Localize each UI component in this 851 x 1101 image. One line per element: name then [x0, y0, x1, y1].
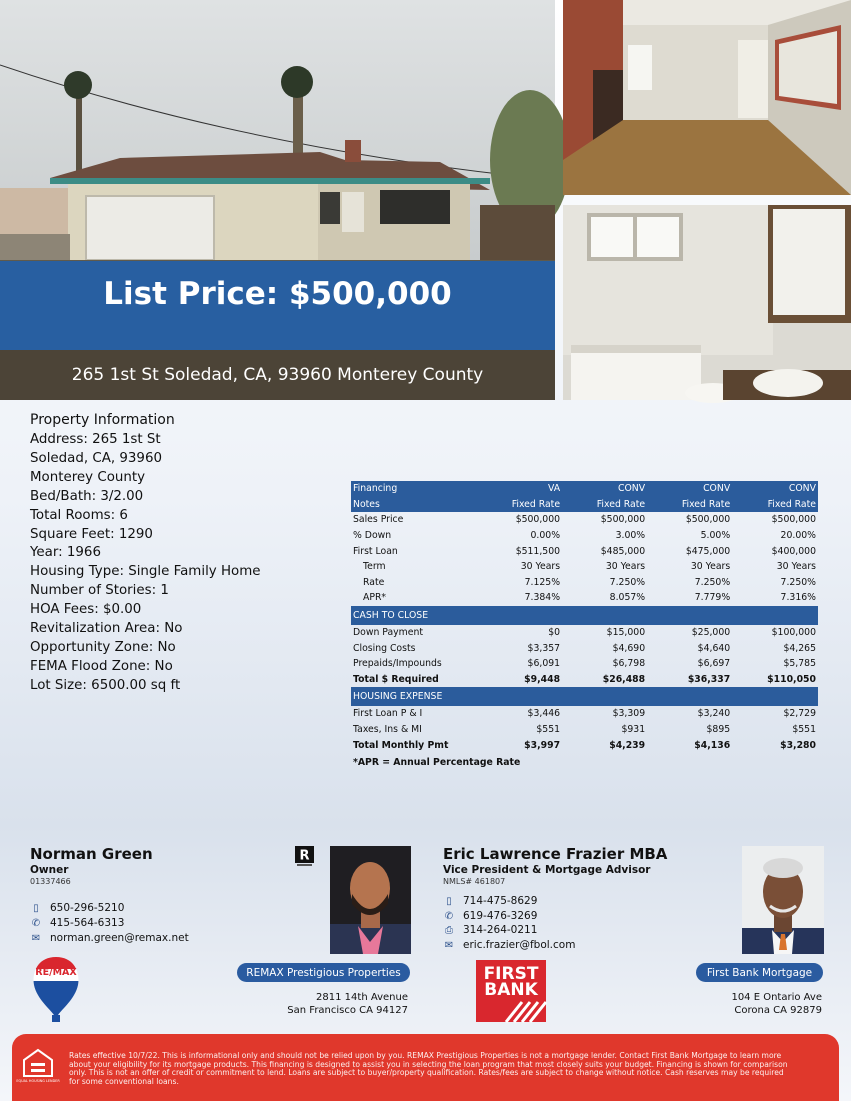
row-label: Total $ Required [353, 673, 439, 685]
agent1-license: 01337466 [30, 877, 71, 886]
row-label: First Loan P & I [353, 708, 423, 720]
table-row [351, 575, 818, 591]
property-lot-size: Lot Size: 6500.00 sq ft [30, 677, 181, 693]
table-row [351, 625, 818, 641]
row-value: $6,798 [612, 658, 646, 670]
property-hoa-fees: HOA Fees: $0.00 [30, 602, 142, 618]
property-address: Address: 265 1st St [30, 432, 161, 447]
row-value: $0 [548, 627, 561, 639]
row-value: 30 Years [690, 561, 731, 573]
table-header-row-cell: CONV [562, 481, 647, 497]
property-information [30, 412, 330, 696]
remax-logo [30, 955, 82, 1025]
agent2-nmls: NMLS# 461807 [443, 877, 506, 886]
row-value: $25,000 [691, 627, 731, 639]
row-value: 30 Years [605, 561, 646, 573]
table-row [351, 528, 818, 544]
table-row [351, 706, 818, 722]
agent2-phone1-text: 714-475-8629 [463, 895, 538, 907]
housing-expense-section-label: HOUSING EXPENSE [351, 687, 818, 706]
table-row [351, 512, 818, 528]
row-label: Rate [363, 576, 385, 588]
apr-note: *APR = Annual Percentage Rate [353, 757, 521, 768]
property-stories: Number of Stories: 1 [30, 583, 169, 599]
row-value: $551 [536, 724, 561, 736]
row-label: % Down [353, 530, 392, 542]
row-value: $100,000 [771, 627, 816, 639]
row-value: $500,000 [600, 514, 646, 526]
svg-text:FIRST: FIRST [483, 964, 539, 984]
row-value: $3,240 [697, 708, 731, 720]
agent1-phone2-text: 415-564-6313 [50, 917, 125, 929]
property-revitalization: Revitalization Area: No [30, 621, 183, 637]
phone-icon: ▯ [446, 895, 452, 907]
cash-to-close-section [351, 606, 818, 625]
table-row [351, 722, 818, 738]
row-value: $500,000 [515, 514, 561, 526]
row-value: $3,309 [612, 708, 646, 720]
row-value: $4,690 [612, 642, 646, 654]
agent2-phone2-text: 619-476-3269 [463, 910, 538, 922]
row-value: $3,446 [527, 708, 561, 720]
row-value: 7.125% [524, 576, 561, 588]
row-value: $9,448 [524, 673, 561, 685]
row-label: Sales Price [353, 514, 404, 526]
row-value: $15,000 [606, 627, 646, 639]
row-label: First Loan [353, 545, 398, 557]
row-value: 7.779% [694, 592, 731, 604]
svg-text:R: R [299, 848, 310, 864]
table-subheader-row [351, 497, 818, 513]
table-row [351, 543, 818, 559]
agent1-address [250, 991, 408, 1017]
agent2-address-line1: 104 E Ontario Ave [731, 992, 822, 1003]
svg-text:BANK: BANK [484, 980, 538, 1000]
row-value: $110,050 [767, 673, 816, 685]
table-row [351, 559, 818, 575]
row-value: $6,091 [527, 658, 561, 670]
agent1-phone1[interactable] [30, 902, 124, 914]
row-value: $895 [706, 724, 731, 736]
house-exterior-photo [0, 0, 555, 400]
agent2-email-text: eric.frazier@fbol.com [463, 939, 576, 951]
agent1-address-line1: 2811 14th Avenue [316, 992, 408, 1003]
table-row [351, 590, 818, 606]
property-flood-zone: FEMA Flood Zone: No [30, 658, 173, 674]
phone-icon: ✆ [444, 910, 454, 922]
agent2-phone1[interactable] [443, 895, 537, 907]
row-value: $551 [792, 724, 816, 736]
property-info-title: Property Information [30, 412, 175, 428]
row-label: APR* [363, 592, 387, 604]
housing-expense-section [351, 687, 818, 706]
agent1-address-line2: San Francisco CA 94127 [287, 1005, 408, 1016]
row-value: $500,000 [771, 514, 816, 526]
agent1-phone1-text: 650-296-5210 [50, 902, 125, 914]
row-value: 7.384% [524, 592, 561, 604]
agent1-name: Norman Green [30, 845, 153, 863]
row-value: $4,239 [609, 739, 646, 751]
row-value: $36,337 [687, 673, 731, 685]
table-header-row-cell: CONV [647, 481, 732, 497]
table-row [351, 737, 818, 753]
remax-company-pill: REMAX Prestigious Properties [237, 963, 410, 982]
row-value: $511,500 [515, 545, 561, 557]
row-value: 5.00% [700, 530, 731, 542]
row-value: $931 [621, 724, 646, 736]
table-subheader-row-cell: Fixed Rate [562, 497, 647, 513]
living-room-photo [563, 0, 851, 195]
row-label: Term [363, 561, 386, 573]
row-value: $4,136 [694, 739, 731, 751]
property-housing-type: Housing Type: Single Family Home [30, 564, 261, 580]
agent2-phone2[interactable] [443, 910, 537, 922]
disclaimer-text: Rates effective 10/7/22. This is informational only and should not be relied upon by you. REMAX Prestigious Properties is not a mortgage lender. Contact First Bank Mortgage to learn more about your eligibility for its mortgage products. This financing is designed to assist you in selecting the loan program that most closely suits your budget. Financing is shown for comparison only. This is not an offer of credit or commitment to lend. Loans are subject to buyer/property qualification. Rates/fees are subject to change without notice. Cash reserves may be required for some conventional loans. [69, 1051, 788, 1086]
row-value: 7.316% [780, 592, 816, 604]
row-value: 7.250% [694, 576, 731, 588]
agent2-email[interactable] [443, 939, 575, 951]
row-label: Prepaids/Impounds [353, 658, 442, 670]
bathroom-photo [563, 205, 851, 400]
row-value: 0.00% [530, 530, 561, 542]
phone-icon: ▯ [33, 902, 39, 914]
row-value: 30 Years [520, 561, 561, 573]
row-label: Closing Costs [353, 642, 416, 654]
row-value: $5,785 [783, 658, 816, 670]
listing-address: 265 1st St Soledad, CA, 93960 Monterey County [71, 365, 484, 385]
property-bed-bath: Bed/Bath: 3/2.00 [30, 488, 144, 504]
row-value: 7.250% [609, 576, 646, 588]
agent1-phone2[interactable] [30, 917, 124, 929]
row-value: $3,357 [527, 642, 561, 654]
equal-housing-icon [16, 1048, 60, 1088]
table-subheader-row-cell: Fixed Rate [647, 497, 732, 513]
row-value: $3,280 [780, 739, 816, 751]
agent2-address [680, 991, 822, 1017]
row-value: 8.057% [609, 592, 646, 604]
row-value: 20.00% [780, 530, 816, 542]
row-value: $26,488 [602, 673, 646, 685]
row-value: $2,729 [783, 708, 816, 720]
row-value: $485,000 [600, 545, 646, 557]
row-value: 7.250% [780, 576, 816, 588]
agent2-title: Vice President & Mortgage Advisor [443, 864, 651, 876]
table-header-row-cell: CONV [732, 481, 818, 497]
property-county: Monterey County [30, 469, 146, 485]
first-bank-logo [476, 960, 546, 1022]
property-opportunity-zone: Opportunity Zone: No [30, 639, 176, 655]
financing-table [351, 481, 818, 753]
row-value: $4,265 [783, 642, 816, 654]
row-value: $6,697 [697, 658, 731, 670]
realtor-logo [295, 846, 314, 867]
table-row [351, 640, 818, 656]
phone-icon: ✆ [31, 917, 41, 929]
svg-text:RE/MAX: RE/MAX [35, 967, 77, 978]
agent2-address-line2: Corona CA 92879 [734, 1005, 822, 1016]
table-subheader-row-cell: Fixed Rate [732, 497, 818, 513]
agent2-fax-text: 314-264-0211 [463, 924, 538, 936]
table-subheader-row-cell: Fixed Rate [477, 497, 562, 513]
table-subheader-row-cell: Notes [351, 497, 477, 513]
property-city: Soledad, CA, 93960 [30, 450, 162, 466]
row-value: $4,640 [697, 642, 731, 654]
list-price: List Price: $500,000 [103, 275, 452, 312]
table-header-row-cell: VA [477, 481, 562, 497]
row-label: Total Monthly Pmt [353, 739, 449, 751]
table-row [351, 656, 818, 672]
row-value: 3.00% [615, 530, 646, 542]
property-year: Year: 1966 [30, 545, 101, 561]
row-value: $400,000 [771, 545, 816, 557]
disclaimer-footer [12, 1034, 839, 1101]
firstbank-company-pill: First Bank Mortgage [696, 963, 823, 982]
row-label: Taxes, Ins & MI [353, 724, 422, 736]
fax-icon: ⎙ [445, 924, 453, 936]
row-value: $500,000 [685, 514, 731, 526]
svg-text:EQUAL HOUSING LENDER: EQUAL HOUSING LENDER [16, 1079, 60, 1083]
agent2-headshot [742, 846, 824, 954]
property-total-rooms: Total Rooms: 6 [30, 507, 128, 523]
agent1-email[interactable] [30, 932, 189, 944]
row-value: 30 Years [776, 561, 816, 573]
row-label: Down Payment [353, 627, 423, 639]
email-icon: ✉ [444, 939, 454, 951]
address-banner [0, 350, 555, 400]
table-header-row-cell: Financing [351, 481, 477, 497]
row-value: $3,997 [524, 739, 561, 751]
cash-to-close-section-label: CASH TO CLOSE [351, 606, 818, 625]
agent1-title: Owner [30, 864, 69, 876]
table-row [351, 672, 818, 688]
row-value: $475,000 [685, 545, 731, 557]
agent2-fax[interactable] [443, 924, 537, 936]
email-icon: ✉ [31, 932, 41, 944]
agent1-headshot [330, 846, 411, 954]
agent1-email-text: norman.green@remax.net [50, 932, 189, 944]
list-price-banner [0, 261, 555, 350]
agent2-name: Eric Lawrence Frazier MBA [443, 845, 668, 863]
table-header-row [351, 481, 818, 497]
property-square-feet: Square Feet: 1290 [30, 526, 153, 542]
